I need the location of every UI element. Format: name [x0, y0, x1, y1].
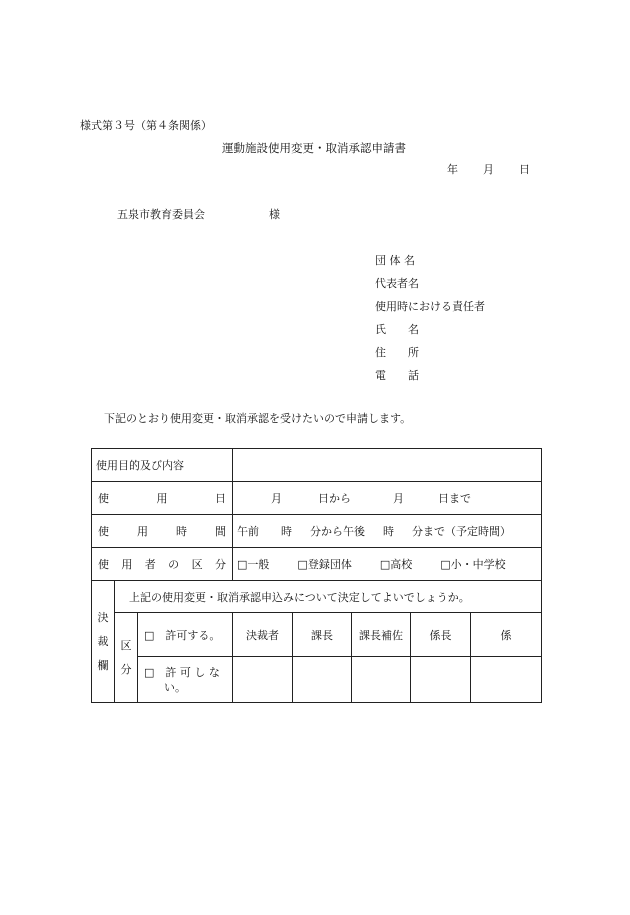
- stamp-subsection-chief[interactable]: [411, 657, 471, 703]
- row-date: [92, 482, 542, 515]
- time-label: 使 用 時 間: [92, 515, 233, 548]
- row-time: [92, 515, 542, 548]
- decision-text: 上記の使用変更・取消承認申込みについて決定してよいでしょうか。: [115, 581, 542, 613]
- date-year: 年: [447, 163, 458, 176]
- category-registered-group-checkbox[interactable]: □登録団体: [297, 558, 352, 571]
- applicant-group-name: 団 体 名: [375, 254, 415, 267]
- category-general-checkbox[interactable]: □一般: [237, 558, 270, 571]
- approver-header-section-chief: 課長: [293, 613, 352, 657]
- category-options: [233, 548, 542, 581]
- date-day: 日: [519, 163, 530, 176]
- permit-option[interactable]: [138, 613, 233, 657]
- addressee: 五泉市教育委員会: [117, 208, 205, 221]
- applicant-name: 氏 名: [375, 323, 419, 336]
- row-decision-text: [92, 581, 542, 613]
- row-approver-stamps: [92, 657, 542, 703]
- purpose-value[interactable]: [233, 449, 542, 482]
- approver-header-deputy-chief: 課長補佐: [352, 613, 411, 657]
- stamp-final[interactable]: [233, 657, 293, 703]
- applicant-address: 住 所: [375, 346, 419, 359]
- applicant-responsible: 使用時における責任者: [375, 300, 485, 313]
- application-table: [91, 448, 542, 703]
- approver-header-final: 決裁者: [233, 613, 293, 657]
- document-title: 運動施設使用変更・取消承認申請書: [222, 141, 406, 155]
- category-elementary-junior-checkbox[interactable]: □小・中学校: [440, 558, 506, 571]
- decision-label: 決 裁 欄: [92, 581, 115, 703]
- purpose-label: 使用目的及び内容: [92, 449, 233, 482]
- row-purpose: [92, 449, 542, 482]
- approver-header-subsection-chief: 係長: [411, 613, 471, 657]
- category-high-school-checkbox[interactable]: □高校: [379, 558, 413, 571]
- date-label: 使 用 日: [92, 482, 233, 515]
- not-permit-checkbox[interactable]: □ 許 可 し な: [144, 665, 220, 679]
- date-month: 月: [483, 163, 494, 176]
- row-category: [92, 548, 542, 581]
- row-approver-headers: [92, 613, 542, 657]
- division-label: 区 分: [115, 613, 138, 703]
- date-value[interactable]: 月 日から 月 日まで: [233, 482, 542, 515]
- applicant-representative: 代表者名: [375, 277, 419, 290]
- stamp-staff[interactable]: [471, 657, 542, 703]
- stamp-deputy-chief[interactable]: [352, 657, 411, 703]
- category-label: 使 用 者 の 区 分: [92, 548, 233, 581]
- intro-text: 下記のとおり使用変更・取消承認を受けたいので申請します。: [104, 412, 412, 425]
- stamp-section-chief[interactable]: [293, 657, 352, 703]
- not-permit-option[interactable]: □ 許 可 し な い。: [138, 657, 233, 703]
- permit-checkbox[interactable]: □ 許可する。: [144, 628, 221, 642]
- honorific: 様: [269, 208, 280, 221]
- approver-header-staff: 係: [471, 613, 542, 657]
- applicant-phone: 電 話: [375, 369, 419, 382]
- form-number: 様式第３号（第４条関係）: [80, 119, 212, 132]
- time-value[interactable]: 午前 時 分から午後 時 分まで（予定時間）: [233, 515, 542, 548]
